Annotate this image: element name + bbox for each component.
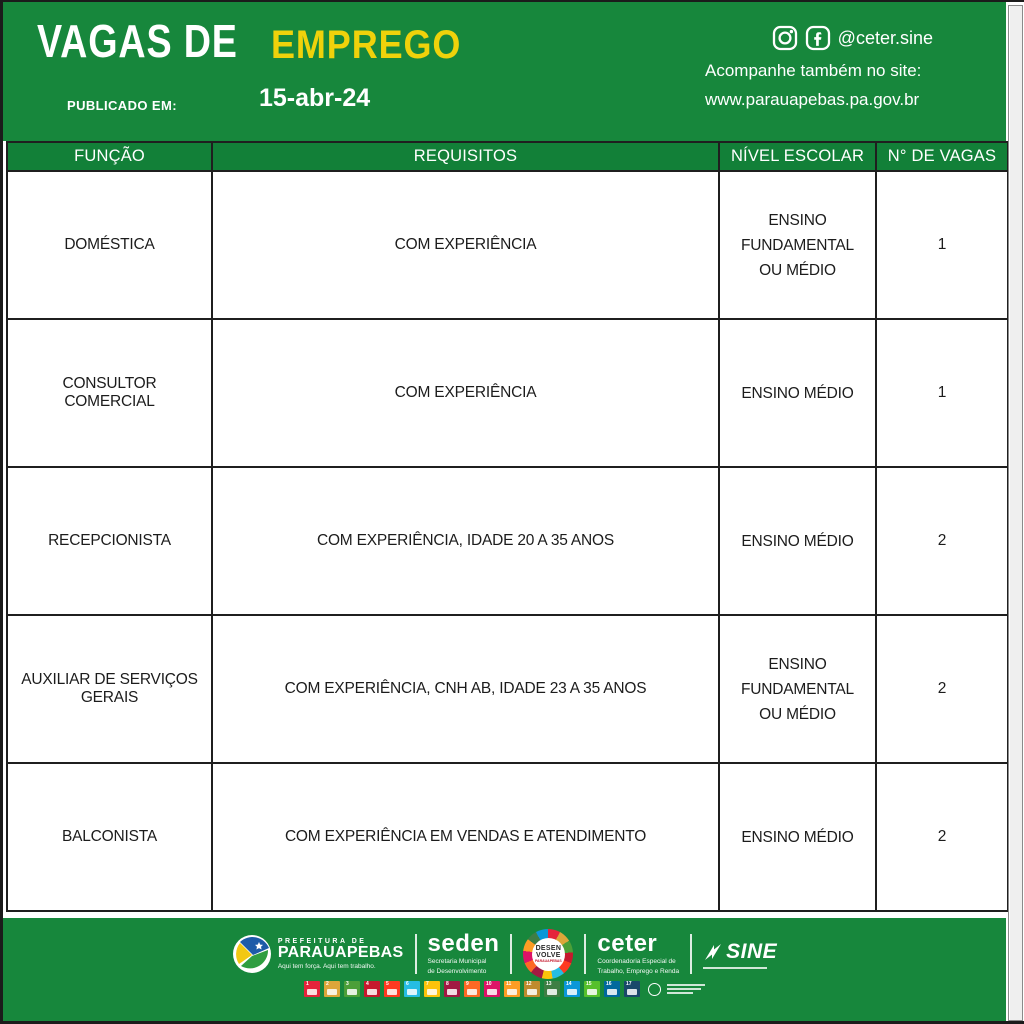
- footer-banner: [3, 918, 1006, 1024]
- sdg-tile-16: 16: [604, 981, 620, 997]
- cell-vagas: 1: [876, 171, 1008, 319]
- ceter-sub2: Trabalho, Emprego e Renda: [597, 968, 680, 975]
- sdg-tile-2: 2: [324, 981, 340, 997]
- cell-funcao: BALCONISTA: [7, 763, 212, 911]
- sine-name: SINE: [726, 939, 778, 963]
- cell-requisitos: COM EXPERIÊNCIA: [212, 171, 719, 319]
- site-url: www.parauapebas.pa.gov.br: [705, 90, 920, 109]
- col-header-nivel-escolar: NÍVEL ESCOLAR: [719, 142, 876, 171]
- sdg-tile-14: 14: [564, 981, 580, 997]
- seden-sub2: de Desenvolvimento: [427, 968, 487, 975]
- cell-nivel: ENSINO MÉDIO: [719, 763, 876, 911]
- desenvolve-line2: VOLVE: [536, 951, 561, 959]
- cell-requisitos: COM EXPERIÊNCIA EM VENDAS E ATENDIMENTO: [212, 763, 719, 911]
- cell-requisitos: COM EXPERIÊNCIA, IDADE 20 A 35 ANOS: [212, 467, 719, 615]
- sine-logo: [703, 940, 777, 969]
- table-header-row: [7, 142, 1008, 171]
- table-row: [7, 171, 1008, 319]
- desenvolve-badge: [523, 929, 573, 979]
- sdg-tile-4: 4: [364, 981, 380, 997]
- prefeitura-name: PARAUAPEBAS: [277, 943, 404, 961]
- logo-divider: [690, 934, 692, 974]
- parauapebas-emblem-icon: [232, 934, 272, 974]
- cell-nivel: ENSINO FUNDAMENTAL OU MÉDIO: [719, 615, 876, 763]
- page-title-highlight: EMPREGO: [271, 23, 462, 67]
- table-row: [7, 319, 1008, 467]
- cell-requisitos: COM EXPERIÊNCIA, CNH AB, IDADE 23 A 35 ANOS: [212, 615, 719, 763]
- cell-funcao: RECEPCIONISTA: [7, 467, 212, 615]
- cell-vagas: 2: [876, 467, 1008, 615]
- desenvolve-sub: PARAUAPEBAS: [534, 958, 562, 963]
- table-row: [7, 615, 1008, 763]
- footer-logos: [3, 929, 1006, 979]
- sdg-tile-17: 17: [624, 981, 640, 997]
- prefeitura-label: PREFEITURA DE: [277, 937, 367, 945]
- col-header-funcao: FUNÇÃO: [7, 142, 212, 171]
- ceter-sub1: Coordenadoria Especial de: [597, 957, 676, 965]
- sdg-tile-3: 3: [344, 981, 360, 997]
- cell-funcao: AUXILIAR DE SERVIÇOS GERAIS: [7, 615, 212, 763]
- sdg-wordmark: [667, 984, 705, 994]
- cell-nivel: ENSINO MÉDIO: [719, 467, 876, 615]
- sdg-tile-1: 1: [304, 981, 320, 997]
- sine-tagline: [703, 967, 767, 969]
- cell-requisitos: COM EXPERIÊNCIA: [212, 319, 719, 467]
- sdg-tile-12: 12: [524, 981, 540, 997]
- site-callout: Acompanhe também no site:: [705, 61, 922, 80]
- sdg-tile-11: 11: [504, 981, 520, 997]
- vertical-scrollbar[interactable]: [1008, 5, 1023, 1021]
- social-row: [705, 24, 933, 52]
- sdg-strip: [3, 981, 1006, 997]
- sdg-emblem-icon: [648, 983, 661, 996]
- col-header-num-vagas: N° DE VAGAS: [876, 142, 1008, 171]
- sine-icon: [703, 942, 723, 962]
- social-block: [705, 24, 933, 110]
- seden-sub1: Secretaria Municipal: [427, 957, 487, 965]
- social-handle: @ceter.sine: [837, 27, 933, 48]
- table-row: [7, 763, 1008, 911]
- sdg-tile-13: 13: [544, 981, 560, 997]
- vacancies-table: [6, 141, 1009, 912]
- sdg-tile-6: 6: [404, 981, 420, 997]
- cell-vagas: 2: [876, 615, 1008, 763]
- seden-logo: [427, 929, 500, 976]
- sdg-tile-10: 10: [484, 981, 500, 997]
- seden-name: seden: [427, 929, 500, 957]
- published-date: 15-abr-24: [259, 84, 371, 112]
- cell-funcao: DOMÉSTICA: [7, 171, 212, 319]
- cell-funcao: CONSULTOR COMERCIAL: [7, 319, 212, 467]
- desenvolve-line1: DESEN: [535, 944, 562, 952]
- prefeitura-tagline: Aqui tem força. Aqui tem trabalho.: [277, 962, 376, 970]
- col-header-requisitos: REQUISITOS: [212, 142, 719, 171]
- ceter-name: ceter: [597, 929, 658, 957]
- published-label: PUBLICADO EM:: [67, 98, 177, 113]
- header-banner: [3, 2, 1006, 141]
- sdg-tile-8: 8: [444, 981, 460, 997]
- sdg-tile-15: 15: [584, 981, 600, 997]
- ceter-logo: [597, 929, 680, 976]
- facebook-icon: [805, 25, 831, 51]
- instagram-icon: [772, 25, 798, 51]
- logo-divider: [510, 934, 512, 974]
- cell-nivel: ENSINO MÉDIO: [719, 319, 876, 467]
- cell-vagas: 2: [876, 763, 1008, 911]
- table-row: [7, 467, 1008, 615]
- logo-divider: [584, 934, 586, 974]
- page-title: VAGAS DE: [37, 15, 238, 67]
- cell-nivel: ENSINO FUNDAMENTAL OU MÉDIO: [719, 171, 876, 319]
- sdg-tile-9: 9: [464, 981, 480, 997]
- parauapebas-logo: [232, 934, 404, 974]
- logo-divider: [415, 934, 417, 974]
- sdg-tile-5: 5: [384, 981, 400, 997]
- cell-vagas: 1: [876, 319, 1008, 467]
- sdg-tile-7: 7: [424, 981, 440, 997]
